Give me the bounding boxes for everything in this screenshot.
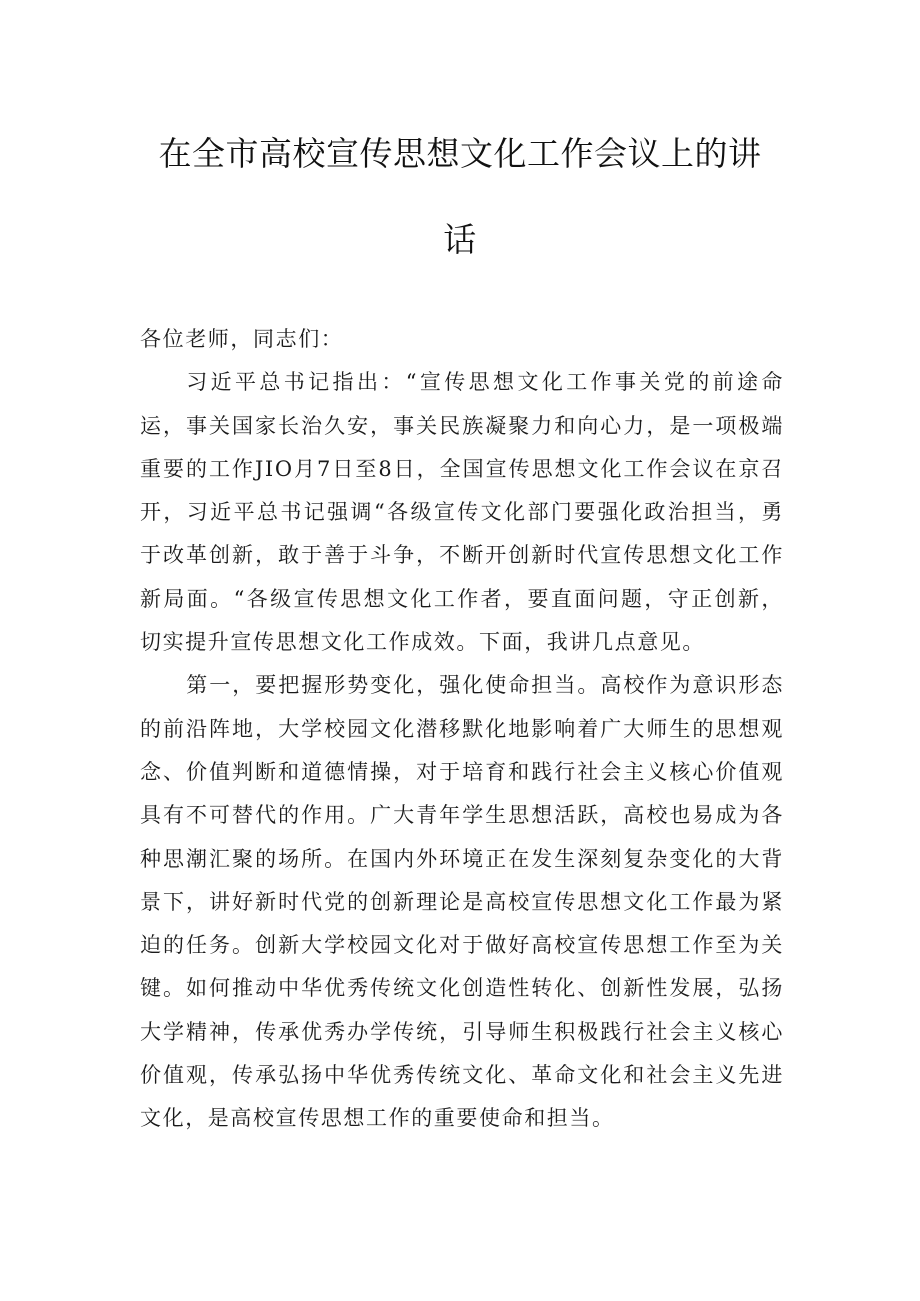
document-title-line-2: 话 bbox=[443, 220, 477, 259]
document-body bbox=[140, 318, 784, 1141]
paragraph-1: 习近平总书记指出：“宣传思想文化工作事关党的前途命运，事关国家长治久安，事关民族凝聚力和向心力，是一项极端重要的工作JIO月7日至8日，全国宣传思想文化工作会议在京召开，习近平总书记强调“各级宣传文化部门要强化政治担当，勇于改革创新，敢于善于斗争，不断开创新时代宣传思想文化工作新局面。“各级宣传思想文化工作者，要直面问题，守正创新，切实提升宣传思想文化工作成效。下面，我讲几点意见。 bbox=[140, 370, 784, 655]
document-title-line-1: 在全市高校宣传思想文化工作会议上的讲 bbox=[158, 134, 762, 173]
salutation: 各位老师，同志们： bbox=[140, 327, 344, 351]
paragraph-2: 第一，要把握形势变化，强化使命担当。高校作为意识形态的前沿阵地，大学校园文化潜移默化地影响着广大师生的思想观念、价值判断和道德情操，对于培育和践行社会主义核心价值观具有不可替代的作用。广大青年学生思想活跃，高校也易成为各种思潮汇聚的场所。在国内外环境正在发生深刻复杂变化的大背景下，讲好新时代党的创新理论是高校宣传思想文化工作最为紧迫的任务。创新大学校园文化对于做好高校宣传思想工作至为关键。如何推动中华优秀传统文化创造性转化、创新性发展，弘扬大学精神，传承优秀办学传统，引导师生积极践行社会主义核心价值观，传承弘扬中华优秀传统文化、革命文化和社会主义先进文化，是高校宣传思想工作的重要使命和担当。 bbox=[140, 673, 784, 1131]
